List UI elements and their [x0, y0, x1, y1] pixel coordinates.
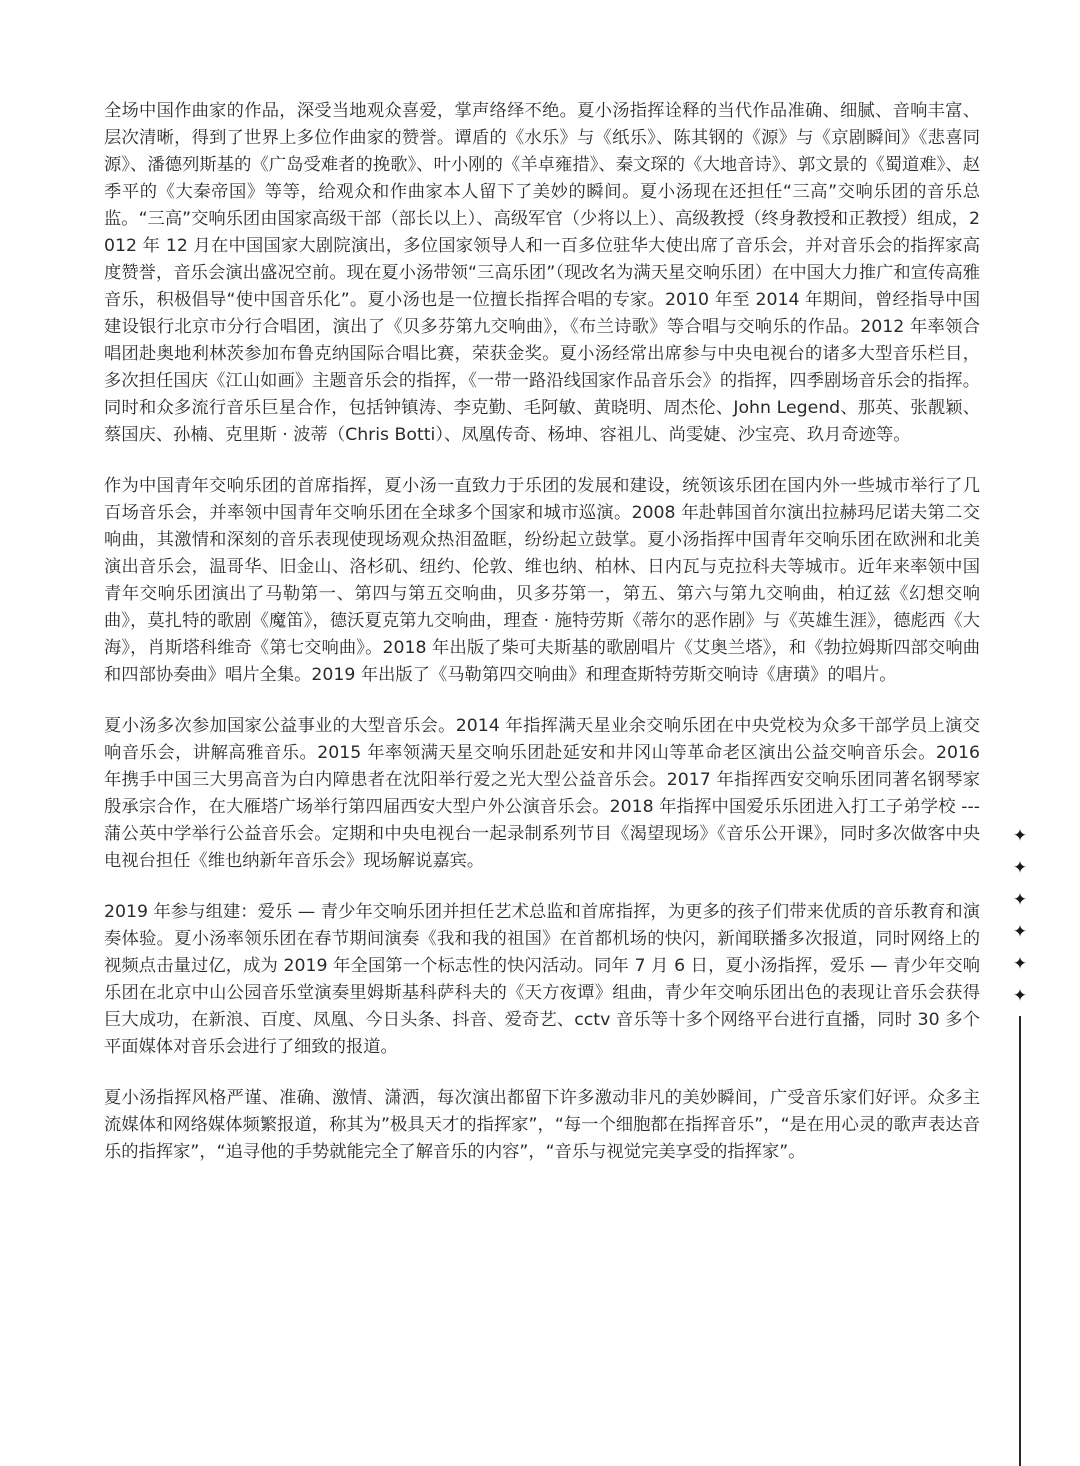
- vertical-divider-line: [1019, 1016, 1021, 1466]
- paragraph-4: 2019 年参与组建：爱乐 — 青少年交响乐团并担任艺术总监和首席指挥，为更多的孩子们带来优质的音乐教育和演奏体验。夏小汤率领乐团在春节期间演奏《我和我的祖国》在首都机场的快闪，新闻联播多次报道，同时网络上的视频点击量过亿，成为 2019 年全国第一个标志性的快闪活动。同年 7 月 6 日，夏小汤指挥，爱乐 — 青少年交响乐团在北京中山公园音乐堂演奏里姆斯基科萨科夫的《天方夜谭》组曲，青少年交响乐团出色的表现让音乐会获得巨大成功，在新浪、百度、凤凰、今日头条、抖音、爱奇艺、cctv 音乐等十多个网络平台进行直播，同时 30 多个平面媒体对音乐会进行了细致的报道。: [104, 902, 980, 1057]
- paragraph-3: 夏小汤多次参加国家公益事业的大型音乐会。2014 年指挥满天星业余交响乐团在中央党校为众多干部学员上演交响音乐会，讲解高雅音乐。2015 年率领满天星交响乐团赴延安和井冈山等革命老区演出公益交响音乐会。2016 年携手中国三大男高音为白内障患者在沈阳举行爱之光大型公益音乐会。2017 年指挥西安交响乐团同著名钢琴家殷承宗合作，在大雁塔广场举行第四届西安大型户外公演音乐会。2018 年指挥中国爱乐乐团进入打工子弟学校 --- 蒲公英中学举行公益音乐会。定期和中央电视台一起录制系列节目《渴望现场》《音乐公开课》，同时多次做客中央电视台担任《维也纳新年音乐会》现场解说嘉宾。: [104, 716, 980, 871]
- sparkle-icon: ✦: [1012, 922, 1028, 942]
- paragraph-2: 作为中国青年交响乐团的首席指挥，夏小汤一直致力于乐团的发展和建设，统领该乐团在国内外一些城市举行了几百场音乐会，并率领中国青年交响乐团在全球多个国家和城市巡演。2008 年赴韩国首尔演出拉赫玛尼诺夫第二交响曲，其激情和深刻的音乐表现使现场观众热泪盈眶，纷纷起立鼓掌。夏小汤指挥中国青年交响乐团在欧洲和北美演出音乐会，温哥华、旧金山、洛杉矶、纽约、伦敦、维也纳、柏林、日内瓦与克拉科夫等城市。近年来率领中国青年交响乐团演出了马勒第一、第四与第五交响曲，贝多芬第一，第五、第六与第九交响曲，柏辽兹《幻想交响曲》，莫扎特的歌剧《魔笛》，德沃夏克第九交响曲，理查 · 施特劳斯《蒂尔的恶作剧》与《英雄生涯》，德彪西《大海》，肖斯塔科维奇《第七交响曲》。2018 年出版了柴可夫斯基的歌剧唱片《艾奥兰塔》，和《勃拉姆斯四部交响曲和四部协奏曲》唱片全集。2019 年出版了《马勒第四交响曲》和理查斯特劳斯交响诗《唐璜》的唱片。: [104, 476, 980, 685]
- sparkle-icon: ✦: [1012, 826, 1028, 846]
- side-decoration: [1008, 826, 1032, 1466]
- paragraph-5: 夏小汤指挥风格严谨、准确、激情、潇洒，每次演出都留下许多激动非凡的美妙瞬间，广受音乐家们好评。众多主流媒体和网络媒体频繁报道，称其为”极具天才的指挥家”，“每一个细胞都在指挥音乐”，“是在用心灵的歌声表达音乐的指挥家”，“追寻他的手势就能完全了解音乐的内容”，“音乐与视觉完美享受的指挥家”。: [104, 1088, 980, 1162]
- article-body: [104, 98, 980, 1190]
- sparkle-icon: ✦: [1012, 858, 1028, 878]
- sparkle-icon: ✦: [1012, 986, 1028, 1006]
- sparkle-icon: ✦: [1012, 890, 1028, 910]
- sparkle-icon: ✦: [1012, 954, 1028, 974]
- paragraph-1: 全场中国作曲家的作品，深受当地观众喜爱，掌声络绎不绝。夏小汤指挥诠释的当代作品准确、细腻、音响丰富、层次清晰，得到了世界上多位作曲家的赞誉。谭盾的《水乐》与《纸乐》、陈其钢的《源》与《京剧瞬间》《悲喜同源》、潘德列斯基的《广岛受难者的挽歌》、叶小刚的《羊卓雍措》、秦文琛的《大地音诗》、郭文景的《蜀道难》、赵季平的《大秦帝国》等等，给观众和作曲家本人留下了美妙的瞬间。夏小汤现在还担任“三高”交响乐团的音乐总监。“三高”交响乐团由国家高级干部（部长以上）、高级军官（少将以上）、高级教授（终身教授和正教授）组成，2012 年 12 月在中国国家大剧院演出，多位国家领导人和一百多位驻华大使出席了音乐会，并对音乐会的指挥家高度赞誉，音乐会演出盛况空前。现在夏小汤带领“三高乐团”（现改名为满天星交响乐团）在中国大力推广和宣传高雅音乐，积极倡导“使中国音乐化”。夏小汤也是一位擅长指挥合唱的专家。2010 年至 2014 年期间，曾经指导中国建设银行北京市分行合唱团，演出了《贝多芬第九交响曲》，《布兰诗歌》等合唱与交响乐的作品。2012 年率领合唱团赴奥地利林茨参加布鲁克纳国际合唱比赛，荣获金奖。夏小汤经常出席参与中央电视台的诸多大型音乐栏目，多次担任国庆《江山如画》主题音乐会的指挥，《一带一路沿线国家作品音乐会》的指挥，四季剧场音乐会的指挥。同时和众多流行音乐巨星合作，包括钟镇涛、李克勤、毛阿敏、黄晓明、周杰伦、John Legend、那英、张靓颖、蔡国庆、孙楠、克里斯 · 波蒂（Chris Botti）、凤凰传奇、杨坤、容祖儿、尚雯婕、沙宝亮、玖月奇迹等。: [104, 101, 980, 445]
